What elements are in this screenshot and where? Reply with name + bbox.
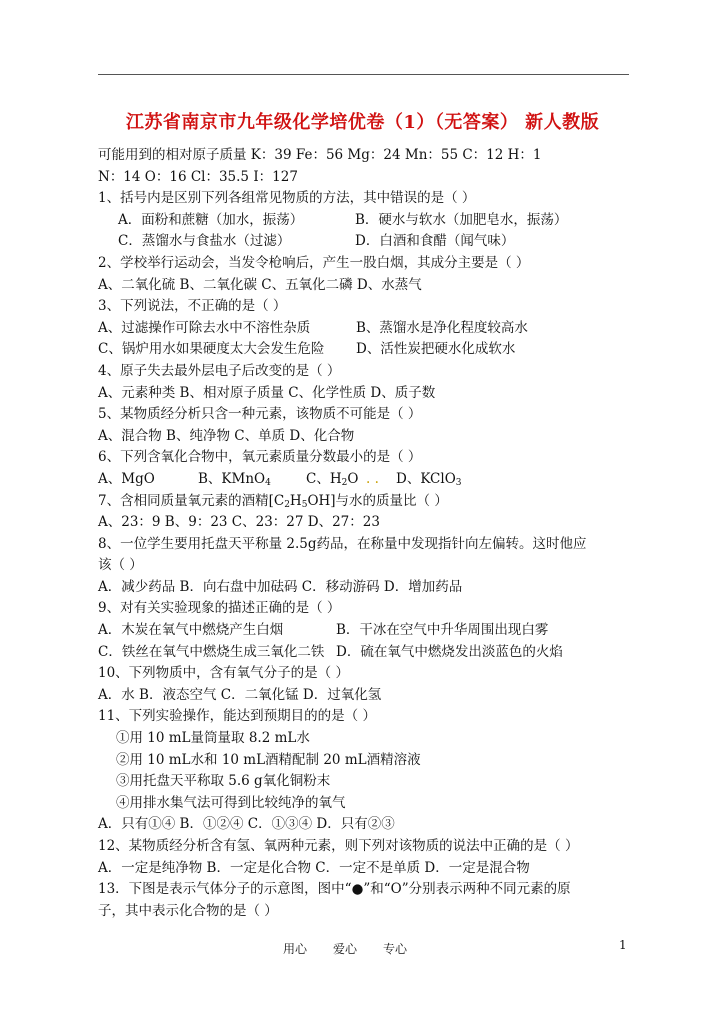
page-footer <box>283 940 433 957</box>
q6-options <box>98 469 658 491</box>
q12-stem: 12、某物质经分析含有氢、氧两种元素，则下列对该物质的说法中正确的是（ ） <box>98 838 579 854</box>
q11-item-1: ①用 10 mL量筒量取 8.2 mL水 <box>116 730 310 747</box>
q3-option-d: D、活性炭把硬水化成软水 <box>356 341 516 358</box>
q1-options-cd <box>98 231 658 253</box>
q3-options-cd <box>98 339 658 361</box>
header-rule <box>98 74 629 75</box>
q4-stem: 4、原子失去最外层电子后改变的是（ ） <box>98 362 341 379</box>
q6-option-b: B、KMnO$_4$ <box>198 470 271 488</box>
q11-item-3: ③用托盘天平称取 5.6 g氧化铜粉末 <box>116 773 331 790</box>
q12-options: A．一定是纯净物 B．一定是化合物 C．一定不是单质 D．一定是混合物 <box>98 859 530 876</box>
q1-option-c: C．蒸馏水与食盐水（过滤） <box>118 233 291 250</box>
q6-stem: 6、下列含氧化合物中，氧元素质量分数最小的是（ ） <box>98 449 422 466</box>
q8-stem-2: 该（ ） <box>98 557 143 574</box>
q6-dots: . . <box>366 470 379 487</box>
q9-option-b: B．干冰在空气中升华周围出现白雾 <box>336 622 549 639</box>
q13-stem-1: 13．下图是表示气体分子的示意图，图中“●”和“O”分别表示两种不同元素的原 <box>98 881 571 898</box>
atomic-masses-line1: 可能用到的相对原子质量 K：39 Fe：56 Mg：24 Mn：55 C：12 H：1 <box>98 147 542 163</box>
q11-item-2: ②用 10 mL水和 10 mL酒精配制 20 mL酒精溶液 <box>116 751 421 768</box>
q5-stem: 5、某物质经分析只含一种元素，该物质不可能是（ ） <box>98 406 422 423</box>
q2-options: A、二氧化硫 B、二氧化碳 C、五氧化二磷 D、水蒸气 <box>98 276 422 293</box>
q8-stem-1: 8、一位学生要用托盘天平称量 2.5g药品，在称量中发现指针向左偏转。这时他应 <box>98 535 587 552</box>
q3-stem: 3、下列说法，不正确的是（ ） <box>98 298 287 315</box>
q3-option-a: A、过滤操作可除去水中不溶性杂质 <box>98 319 311 336</box>
q7-options: A、23：9 B、9：23 C、23：27 D、27：23 <box>98 514 380 531</box>
q9-options-cd <box>98 642 658 664</box>
page-title: 江苏省南京市九年级化学培优卷（1）（无答案） 新人教版 <box>125 112 600 133</box>
q6-option-a: A、MgO <box>98 470 155 487</box>
q9-options-ab <box>98 620 658 642</box>
q4-options: A、元素种类 B、相对原子质量 C、化学性质 D、质子数 <box>98 384 436 401</box>
q11-item-4: ④用排水集气法可得到比较纯净的氧气 <box>116 794 346 811</box>
q3-option-b: B、蒸馏水是净化程度较高水 <box>356 319 528 336</box>
q1-option-b: B．硬水与软水（加肥皂水，振荡） <box>355 211 568 228</box>
q3-options-ab <box>98 318 658 340</box>
q6-option-c: C、$H_2O$ <box>306 470 359 488</box>
q2-stem: 2、学校举行运动会，当发令枪响后，产生一股白烟，其成分主要是（ ） <box>98 254 530 271</box>
q9-stem: 9、对有关实验现象的描述正确的是（ ） <box>98 600 341 617</box>
q6-option-d: D、KClO$_3$ <box>396 470 462 488</box>
q11-stem: 11、下列实验操作，能达到预期目的的是（ ） <box>98 708 376 725</box>
atomic-masses-line2: N：14 O：16 Cl：35.5 I：127 <box>98 168 298 185</box>
q10-options: A．水 B．液态空气 C．二氧化锰 D．过氧化氢 <box>98 686 382 703</box>
q10-stem: 10、下列物质中，含有氧气分子的是（ ） <box>98 665 349 682</box>
q1-option-d: D．白酒和食醋（闻气味） <box>355 233 515 250</box>
question-list <box>98 145 658 922</box>
q3-option-c: C、锅炉用水如果硬度太大会发生危险 <box>98 341 325 358</box>
footer-text-1: 用心 <box>283 942 308 956</box>
q9-option-c: C．铁丝在氧气中燃烧生成三氧化二铁 <box>98 643 325 660</box>
q1-option-a: A．面粉和蔗糖（加水，振荡） <box>118 211 304 228</box>
q7-stem: 7、含相同质量氧元素的酒精$[C_2H_5OH]$与水的质量比（ ） <box>98 492 448 510</box>
q9-option-d: D．硫在氧气中燃烧发出淡蓝色的火焰 <box>336 643 563 660</box>
q1-options-ab <box>98 210 658 232</box>
q8-options: A．减少药品 B．向右盘中加砝码 C．移动游码 D．增加药品 <box>98 578 463 595</box>
footer-text-3: 专心 <box>383 942 408 956</box>
q5-options: A、混合物 B、纯净物 C、单质 D、化合物 <box>98 427 355 444</box>
page-number: 1 <box>619 938 627 952</box>
q1-stem: 1、括号内是区别下列各组常见物质的方法，其中错误的是（ ） <box>98 190 476 207</box>
q11-options: A．只有①④ B．①②④ C．①③④ D．只有②③ <box>98 816 395 833</box>
q9-option-a: A．木炭在氧气中燃烧产生白烟 <box>98 622 284 639</box>
q13-stem-2: 子，其中表示化合物的是（ ） <box>98 902 278 919</box>
footer-text-2: 爱心 <box>333 942 358 956</box>
